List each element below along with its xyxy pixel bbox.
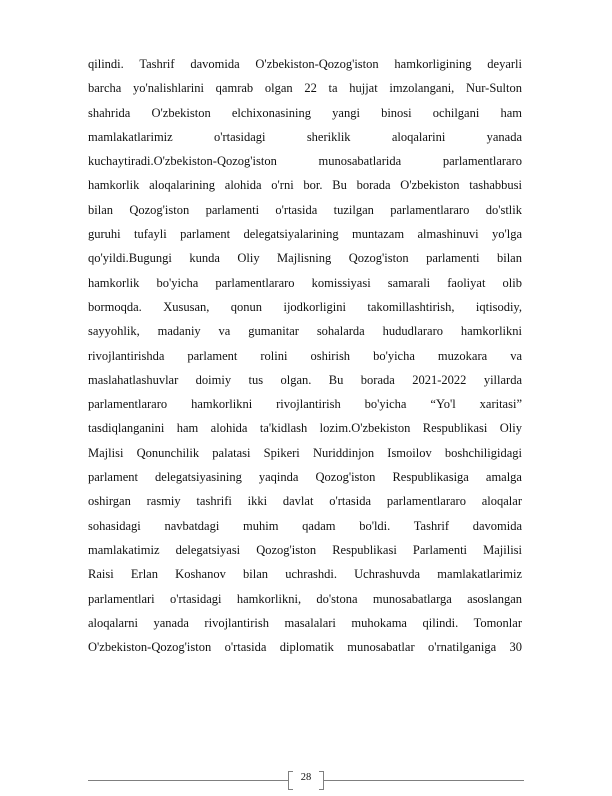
text-line: shahrida O'zbekiston elchixonasining yangi binosi ochilgani ham bbox=[88, 105, 522, 120]
footer-rule-left bbox=[88, 780, 288, 781]
text-line: qo'yildi.Bugungi kunda Oliy Majlisning Qozog'iston parlamenti bilan bbox=[88, 251, 522, 266]
text-line: bormoqda. Xususan, qonun ijodkorligini takomillashtirish, iqtisodiy, bbox=[88, 299, 522, 314]
text-line: aloqalarni yanada rivojlantirish masalalari muhokama qilindi. Tomonlar bbox=[88, 615, 522, 630]
text-line: barcha yo'nalishlarini qamrab olgan 22 ta hujjat imzolangani, Nur-Sulton bbox=[88, 81, 522, 96]
text-line: parlamentlararo hamkorlikni rivojlantirish bo'yicha “Yo'l xaritasi” bbox=[88, 397, 522, 412]
text-line: rivojlantirishda parlament rolini oshirish bo'yicha muzokara va bbox=[88, 348, 522, 363]
text-line: oshirgan rasmiy tashrifi ikki davlat o'rtasida parlamentlararo aloqalar bbox=[88, 494, 522, 509]
text-line: sayyohlik, madaniy va gumanitar sohalarda hududlararo hamkorlikni bbox=[88, 324, 522, 339]
body-text bbox=[88, 52, 522, 659]
text-line: hamkorlik aloqalarining alohida o'rni bor. Bu borada O'zbekiston tashabbusi bbox=[88, 178, 522, 193]
text-line: parlamentlari o'rtasidagi hamkorlikni, do'stona munosabatlarga asoslangan bbox=[88, 591, 522, 606]
text-line: mamlakatlarimiz o'rtasidagi sheriklik aloqalarini yanada bbox=[88, 129, 522, 144]
text-line: qilindi. Tashrif davomida O'zbekiston-Qozog'iston hamkorligining deyarli bbox=[88, 57, 522, 71]
text-line: Majlisi Qonunchilik palatasi Spikeri Nuriddinjon Ismoilov boshchiligidagi bbox=[88, 445, 522, 460]
footer-rule-right bbox=[324, 780, 524, 781]
text-line: Raisi Erlan Koshanov bilan uchrashdi. Uchrashuvda mamlakatlarimiz bbox=[88, 567, 522, 582]
text-line: tasdiqlanganini ham alohida ta'kidlash lozim.O'zbekiston Respublikasi Oliy bbox=[88, 421, 522, 436]
text-line: bilan Qozog'iston parlamenti o'rtasida tuzilgan parlamentlararo do'stlik bbox=[88, 202, 522, 217]
page-number: 28 bbox=[300, 772, 312, 783]
text-line: parlament delegatsiyasining yaqinda Qozog'iston Respublikasiga amalga bbox=[88, 470, 522, 485]
text-line: mamlakatimiz delegatsiyasi Qozog'iston Respublikasi Parlamenti Majilisi bbox=[88, 542, 522, 557]
text-line: maslahatlashuvlar doimiy tus olgan. Bu borada 2021-2022 yillarda bbox=[88, 372, 522, 387]
text-line: sohasidagi navbatdagi muhim qadam bo'ldi. Tashrif davomida bbox=[88, 518, 522, 533]
text-line: hamkorlik bo'yicha parlamentlararo komissiyasi samarali faoliyat olib bbox=[88, 275, 522, 290]
page-footer bbox=[88, 770, 524, 796]
text-line: guruhi tufayli parlament delegatsiyalarining muntazam almashinuvi yo'lga bbox=[88, 227, 522, 242]
text-line: O'zbekiston-Qozog'iston o'rtasida diplomatik munosabatlar o'rnatilganiga 30 bbox=[88, 640, 522, 655]
page-number-bracket-left bbox=[288, 771, 293, 790]
text-line: kuchaytiradi.O'zbekiston-Qozog'iston munosabatlarida parlamentlararo bbox=[88, 154, 522, 169]
